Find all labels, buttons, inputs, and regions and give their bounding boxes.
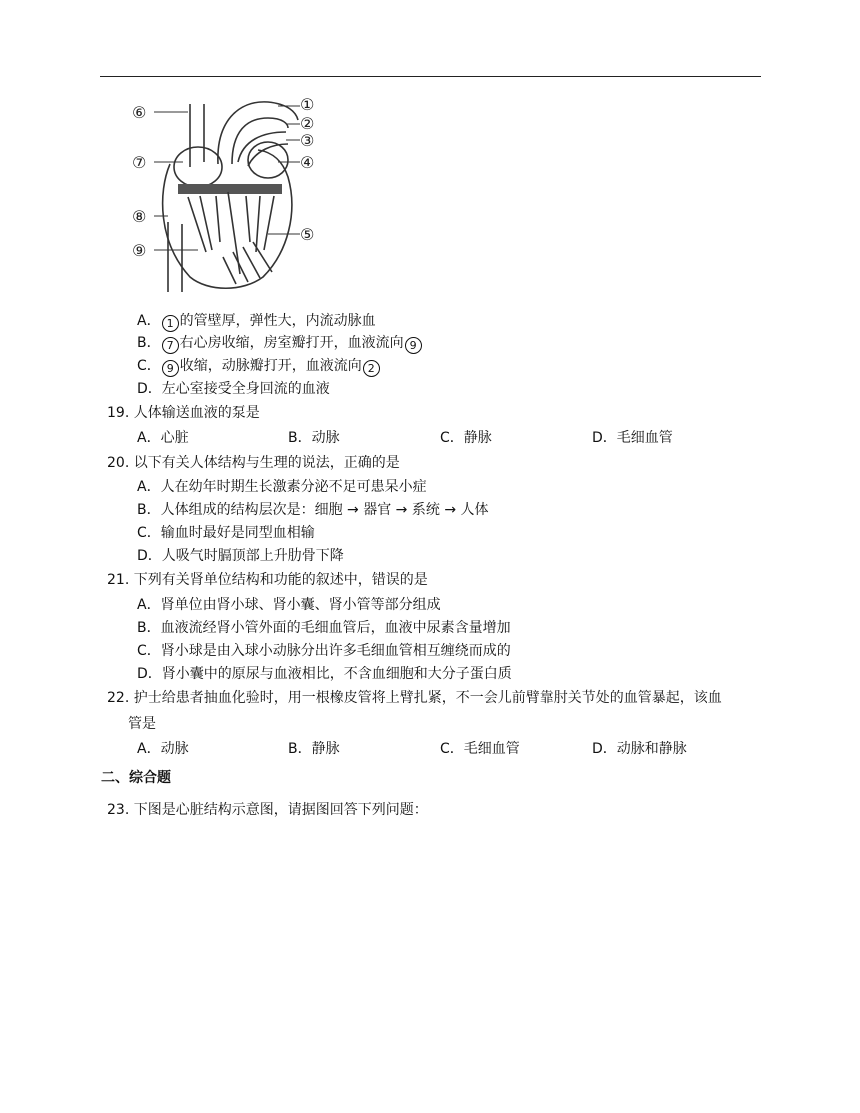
circled-number: 7 [162, 337, 179, 354]
circled-number: 1 [162, 315, 179, 332]
label-2: ② [300, 114, 315, 133]
q22-option-c: C．毛细血管 [440, 741, 520, 757]
label-4: ④ [300, 153, 315, 172]
q20-option-a: A．人在幼年时期生长激素分泌不足可患呆小症 [137, 479, 427, 495]
label-3: ③ [300, 131, 315, 150]
section-title: 二、综合题 [101, 770, 171, 786]
q21-option-d: D．肾小囊中的原尿与血液相比，不含血细胞和大分子蛋白质 [137, 666, 512, 682]
q22-option-d: D．动脉和静脉 [592, 741, 687, 757]
q21-stem: 21. 下列有关肾单位结构和功能的叙述中，错误的是 [107, 572, 428, 588]
q18-option-c: C． 9 收缩，动脉瓣打开，血液流向 2 [137, 356, 381, 377]
q20-option-d: D．人吸气时膈顶部上升肋骨下降 [137, 548, 344, 564]
label-5: ⑤ [300, 225, 315, 244]
q19-stem: 19. 人体输送血液的泵是 [107, 405, 260, 421]
q19-option-d: D．毛细血管 [592, 430, 673, 446]
label-9: ⑨ [132, 241, 147, 260]
label-1: ① [300, 95, 315, 114]
q20-option-b: B．人体组成的结构层次是：细胞 → 器官 → 系统 → 人体 [137, 502, 489, 518]
circled-number: 9 [405, 337, 422, 354]
label-7: ⑦ [132, 153, 147, 172]
circled-number: 2 [363, 360, 380, 377]
q22-option-a: A．动脉 [137, 741, 189, 757]
circled-number: 9 [162, 360, 179, 377]
q21-option-c: C．肾小球是由入球小动脉分出许多毛细血管相互缠绕而成的 [137, 643, 511, 659]
q20-option-c: C．输血时最好是同型血相输 [137, 525, 315, 541]
label-6: ⑥ [132, 103, 147, 122]
q22-option-b: B．静脉 [288, 741, 340, 757]
q22-stem-cont: 管是 [128, 716, 156, 732]
q22-stem: 22. 护士给患者抽血化验时，用一根橡皮管将上臂扎紧，不一会儿前臂靠肘关节处的血管暴起，该血 [107, 690, 722, 706]
heart-diagram [128, 92, 328, 296]
q19-option-c: C．静脉 [440, 430, 492, 446]
q18-option-a: A． 1 的管壁厚，弹性大，内流动脉血 [137, 313, 376, 330]
q19-option-b: B．动脉 [288, 430, 340, 446]
q18-option-d: D．左心室接受全身回流的血液 [137, 381, 330, 397]
q18-option-b: B． 7 右心房收缩，房室瓣打开，血液流向 9 [137, 333, 423, 354]
q21-option-a: A．肾单位由肾小球、肾小囊、肾小管等部分组成 [137, 597, 441, 613]
q20-stem: 20. 以下有关人体结构与生理的说法，正确的是 [107, 455, 400, 471]
q23-stem: 23. 下图是心脏结构示意图，请据图回答下列问题： [107, 802, 428, 818]
q19-option-a: A．心脏 [137, 430, 189, 446]
header-rule [100, 76, 761, 77]
label-8: ⑧ [132, 207, 147, 226]
q21-option-b: B．血液流经肾小管外面的毛细血管后，血液中尿素含量增加 [137, 620, 511, 636]
